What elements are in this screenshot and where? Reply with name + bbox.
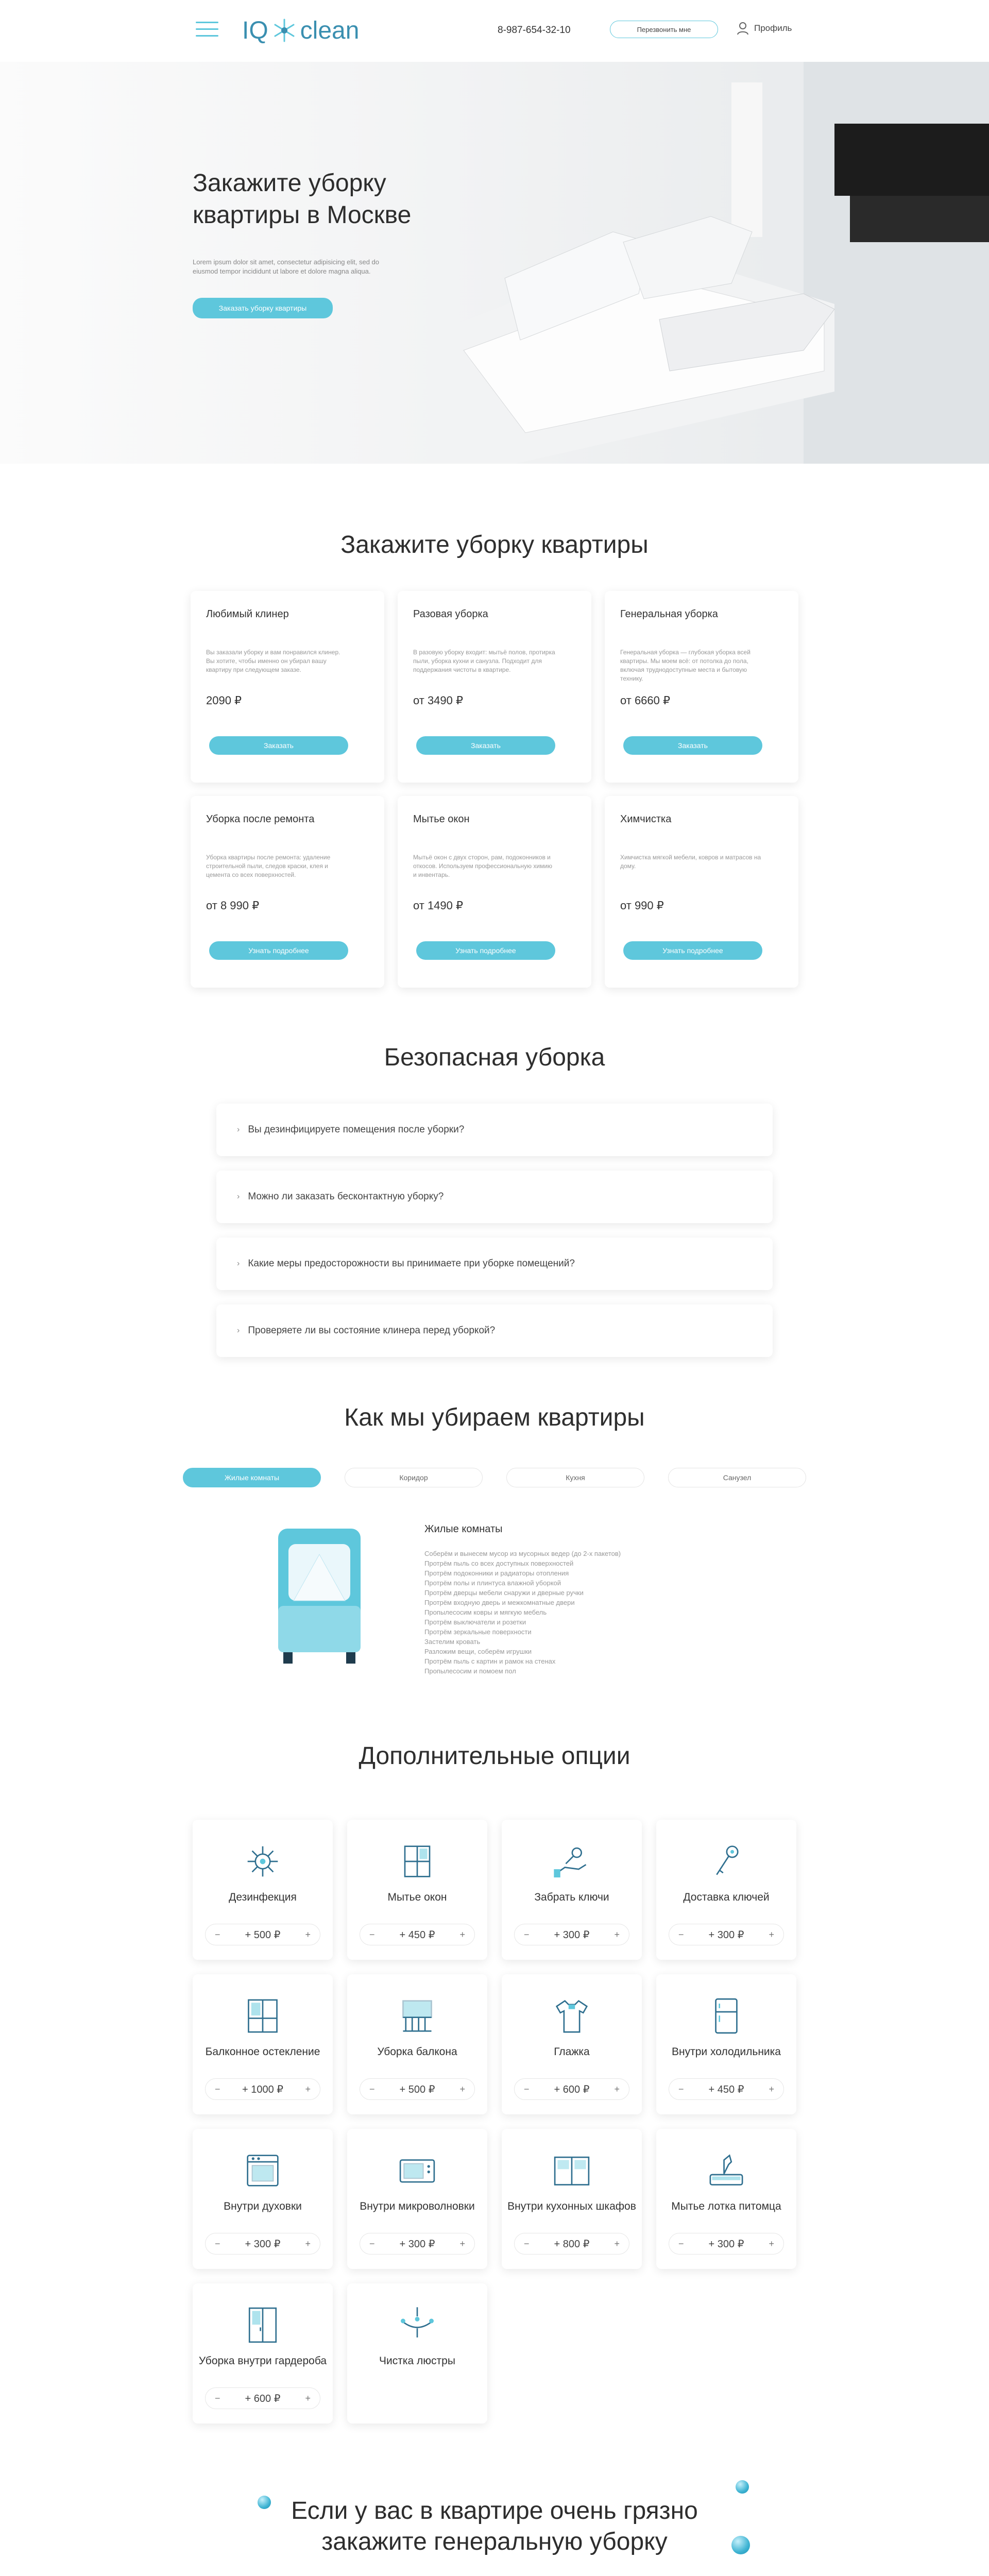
room-tab[interactable]: Кухня xyxy=(506,1468,644,1487)
option-icon-wrap xyxy=(394,1839,440,1884)
option-stepper xyxy=(360,1924,475,1945)
logo-iq: IQ xyxy=(242,16,268,44)
safety-title: Безопасная уборка xyxy=(384,1044,605,1071)
option-card xyxy=(502,2129,642,2269)
room-tabs xyxy=(0,1468,989,1487)
option-price: + 300 ₽ xyxy=(399,2238,435,2250)
service-name: Химчистка xyxy=(620,814,672,825)
safety-question-text: Вы дезинфицируете помещения после уборки? xyxy=(248,1124,465,1135)
option-name: Внутри микроволновки xyxy=(360,2200,475,2212)
option-price: + 600 ₽ xyxy=(554,2083,590,2095)
room-step: Протрём выключатели и розетки xyxy=(424,1618,526,1626)
service-price: от 1490 ₽ xyxy=(413,899,463,912)
user-icon xyxy=(737,22,749,35)
service-order-button[interactable]: Узнать подробнее xyxy=(623,941,762,960)
service-price: от 6660 ₽ xyxy=(620,694,670,707)
option-card xyxy=(347,1974,487,2114)
options-section xyxy=(0,1742,989,2424)
safety-question[interactable] xyxy=(216,1238,773,1290)
keys-icon xyxy=(706,1841,747,1882)
option-icon-wrap xyxy=(703,1839,749,1884)
option-stepper xyxy=(205,2387,320,2409)
option-name: Балконное остекление xyxy=(205,2046,320,2058)
option-card xyxy=(193,1974,333,2114)
room-step: Пропылесосим и помоем пол xyxy=(424,1667,516,1675)
plus-icon[interactable]: + xyxy=(459,1929,465,1940)
option-stepper xyxy=(514,1924,629,1945)
service-order-button[interactable]: Заказать xyxy=(209,736,348,755)
safety-question[interactable] xyxy=(216,1104,773,1156)
option-name: Забрать ключи xyxy=(534,1891,609,1903)
option-icon-wrap xyxy=(394,2303,440,2347)
safety-question-text: Какие меры предосторожности вы принимаете при уборке помещений? xyxy=(248,1258,575,1269)
service-price: от 8 990 ₽ xyxy=(206,899,260,912)
option-card xyxy=(502,1820,642,1960)
service-order-button[interactable]: Узнать подробнее xyxy=(209,941,348,960)
option-price: + 300 ₽ xyxy=(554,1929,590,1941)
plus-icon[interactable]: + xyxy=(769,1929,774,1940)
logo[interactable] xyxy=(242,12,359,48)
minus-icon[interactable]: − xyxy=(369,2083,375,2094)
profile-label: Профиль xyxy=(754,23,792,33)
service-name: Любимый клинер xyxy=(206,608,289,620)
virus-icon xyxy=(242,1841,283,1882)
room-step: Протрём зеркальные поверхности xyxy=(424,1628,532,1636)
option-card xyxy=(347,2283,487,2424)
safety-section xyxy=(0,1043,989,1357)
option-icon-wrap xyxy=(394,1994,440,2038)
option-icon-wrap xyxy=(703,2148,749,2193)
option-card xyxy=(193,1820,333,1960)
safety-question[interactable] xyxy=(216,1171,773,1223)
option-price: + 450 ₽ xyxy=(708,2083,744,2095)
general-cleaning-banner xyxy=(0,2475,989,2576)
bubble-decoration xyxy=(736,2480,749,2494)
plus-icon[interactable]: + xyxy=(614,2238,620,2249)
hero-title: Закажите уборку квартиры в Москве xyxy=(193,170,412,229)
safety-question-text: Можно ли заказать бесконтактную уборку? xyxy=(248,1191,444,1202)
option-icon-wrap xyxy=(240,1994,286,2038)
fridge-icon xyxy=(706,1995,747,2037)
how-title: Как мы убираем квартиры xyxy=(344,1404,645,1431)
service-desc: В разовую уборку входит: мытьё полов, протирка пыли, уборка кухни и санузла. Подходит для поддержания чистоты в квартире. xyxy=(413,649,555,673)
wardrobe-icon xyxy=(242,2304,283,2346)
option-name: Уборка балкона xyxy=(377,2046,457,2058)
plus-icon[interactable]: + xyxy=(305,2393,311,2403)
options-title: Дополнительные опции xyxy=(359,1742,630,1770)
option-name: Внутри духовки xyxy=(224,2200,302,2212)
minus-icon[interactable]: − xyxy=(524,1929,530,1940)
room-tab[interactable]: Санузел xyxy=(668,1468,806,1487)
callback-button[interactable]: Перезвонить мне xyxy=(610,21,718,38)
option-stepper xyxy=(205,2233,320,2255)
window-icon xyxy=(397,1841,438,1882)
option-icon-wrap xyxy=(240,1839,286,1884)
plus-icon[interactable]: + xyxy=(305,1929,311,1940)
cabinet-icon xyxy=(551,2150,592,2191)
option-icon-wrap xyxy=(549,1839,595,1884)
room-step: Протрём входную дверь и межкомнатные двери xyxy=(424,1599,575,1606)
option-card xyxy=(193,2129,333,2269)
minus-icon[interactable]: − xyxy=(215,2393,220,2403)
logo-clean: clean xyxy=(300,16,360,44)
option-name: Глажка xyxy=(554,2046,590,2058)
pet-tray-icon xyxy=(706,2150,747,2191)
room-tab[interactable]: Коридор xyxy=(345,1468,483,1487)
safety-list xyxy=(216,1104,773,1357)
option-price: + 300 ₽ xyxy=(708,2238,744,2250)
chandelier-icon xyxy=(397,2304,438,2346)
room-step: Протрём полы и плинтуса влажной уборкой xyxy=(424,1579,561,1587)
service-desc: Уборка квартиры после ремонта: удаление строительной пыли, следов краски, клея и цемента со всех поверхностей. xyxy=(206,854,331,878)
option-icon-wrap xyxy=(240,2148,286,2193)
option-name: Мытье лотка питомца xyxy=(671,2200,781,2212)
room-title: Жилые комнаты xyxy=(424,1523,503,1535)
services-title: Закажите уборку квартиры xyxy=(340,531,649,558)
option-stepper xyxy=(669,2233,784,2255)
banner1-title: Если у вас в квартире очень грязно закажите генеральную уборку xyxy=(291,2497,698,2555)
bed-illustration xyxy=(268,1523,371,1668)
service-name: Генеральная уборка xyxy=(620,608,718,620)
plus-icon[interactable]: + xyxy=(614,1929,620,1940)
service-name: Уборка после ремонта xyxy=(206,814,315,825)
room-tab[interactable]: Жилые комнаты xyxy=(183,1468,321,1487)
option-stepper xyxy=(205,1924,320,1945)
service-name: Разовая уборка xyxy=(413,608,488,620)
chevron-right-icon: › xyxy=(237,1192,240,1201)
option-stepper xyxy=(360,2233,475,2255)
option-card xyxy=(656,2129,796,2269)
plus-icon[interactable]: + xyxy=(305,2083,311,2094)
shirt-icon xyxy=(551,1995,592,2037)
services-section xyxy=(0,464,989,988)
room-step: Протрём дверцы мебели снаружи и дверные ручки xyxy=(424,1589,584,1597)
hero-order-button[interactable]: Заказать уборку квартиры xyxy=(193,298,333,318)
room-step: Протрём пыль со всех доступных поверхностей xyxy=(424,1560,574,1567)
service-order-button[interactable]: Заказать xyxy=(623,736,762,755)
service-card xyxy=(191,796,384,988)
room-step: Протрём подоконники и радиаторы отопления xyxy=(424,1569,569,1577)
option-name: Мытье окон xyxy=(387,1891,447,1903)
option-stepper xyxy=(514,2078,629,2100)
option-icon-wrap xyxy=(394,2148,440,2193)
option-name: Уборка внутри гардероба xyxy=(198,2355,327,2367)
site-header xyxy=(0,0,989,62)
option-card xyxy=(347,1820,487,1960)
service-price: 2090 ₽ xyxy=(206,694,242,707)
option-stepper xyxy=(669,2078,784,2100)
menu-icon[interactable] xyxy=(196,22,218,37)
service-price: от 3490 ₽ xyxy=(413,694,463,707)
chevron-right-icon: › xyxy=(237,1326,240,1335)
option-price: + 300 ₽ xyxy=(245,2238,281,2250)
minus-icon[interactable]: − xyxy=(524,2238,530,2249)
option-name: Внутри кухонных шкафов xyxy=(507,2200,636,2212)
option-name: Дезинфекция xyxy=(229,1891,297,1903)
room-steps xyxy=(424,1549,661,1676)
how-section xyxy=(0,1403,989,1676)
minus-icon[interactable]: − xyxy=(369,1929,375,1940)
option-name: Чистка люстры xyxy=(379,2355,455,2367)
minus-icon[interactable]: − xyxy=(678,2238,684,2249)
minus-icon[interactable]: − xyxy=(215,2238,220,2249)
room-step: Разложим вещи, соберём игрушки xyxy=(424,1648,532,1655)
hero-section xyxy=(0,62,989,464)
balcony-icon xyxy=(397,1995,438,2037)
option-icon-wrap xyxy=(703,1994,749,2038)
room-step: Протрём пыль с картин и рамок на стенах xyxy=(424,1657,556,1665)
plus-icon[interactable]: + xyxy=(769,2083,774,2094)
chevron-right-icon: › xyxy=(237,1259,240,1268)
minus-icon[interactable]: − xyxy=(678,1929,684,1940)
minus-icon[interactable]: − xyxy=(215,2083,220,2094)
profile-link[interactable] xyxy=(737,22,792,35)
hero-subtitle: Lorem ipsum dolor sit amet, consectetur adipisicing elit, sed do eiusmod tempor incididunt ut labore et dolore magna aliqua. xyxy=(193,258,380,275)
option-icon-wrap xyxy=(549,1994,595,2038)
option-price: + 300 ₽ xyxy=(708,1929,744,1941)
service-order-button[interactable]: Заказать xyxy=(416,736,555,755)
option-card xyxy=(193,2283,333,2424)
minus-icon[interactable]: − xyxy=(369,2238,375,2249)
balcony-window-icon xyxy=(242,1995,283,2037)
key-hand-icon xyxy=(551,1841,592,1882)
bubble-decoration xyxy=(258,2496,271,2509)
option-icon-wrap xyxy=(240,2303,286,2347)
plus-icon[interactable]: + xyxy=(305,2238,311,2249)
microwave-icon xyxy=(397,2150,438,2191)
option-stepper xyxy=(669,1924,784,1945)
option-card xyxy=(347,2129,487,2269)
service-card xyxy=(191,591,384,783)
option-card xyxy=(656,1820,796,1960)
header-phone[interactable]: 8-987-654-32-10 xyxy=(498,25,571,36)
service-price: от 990 ₽ xyxy=(620,899,664,912)
room-step: Застелим кровать xyxy=(424,1638,481,1646)
service-card xyxy=(398,796,591,988)
service-order-button[interactable]: Узнать подробнее xyxy=(416,941,555,960)
service-desc: Химчистка мягкой мебели, ковров и матрасов на дому. xyxy=(620,854,761,870)
option-stepper xyxy=(205,2078,320,2100)
plus-icon[interactable]: + xyxy=(459,2238,465,2249)
option-price: + 500 ₽ xyxy=(245,1929,281,1941)
option-name: Доставка ключей xyxy=(683,1891,770,1903)
option-name: Внутри холодильника xyxy=(672,2046,781,2058)
plus-icon[interactable]: + xyxy=(769,2238,774,2249)
minus-icon[interactable]: − xyxy=(678,2083,684,2094)
room-step: Соберём и вынесем мусор из мусорных ведер (до 2-х пакетов) xyxy=(424,1550,621,1557)
options-grid xyxy=(0,1820,989,2424)
option-price: + 600 ₽ xyxy=(245,2393,281,2404)
minus-icon[interactable]: − xyxy=(215,1929,220,1940)
option-card xyxy=(502,1974,642,2114)
option-stepper xyxy=(360,2078,475,2100)
plus-icon[interactable]: + xyxy=(459,2083,465,2094)
room-step: Пропылесосим ковры и мягкую мебель xyxy=(424,1608,547,1616)
service-desc: Генеральная уборка — глубокая уборка всей квартиры. Мы моем всё: от потолка до пола, включая труднодоступные места и бытовую технику. xyxy=(620,649,751,682)
plus-icon[interactable]: + xyxy=(614,2083,620,2094)
services-grid xyxy=(0,591,989,988)
service-card xyxy=(605,591,798,783)
chevron-right-icon: › xyxy=(237,1125,240,1134)
option-price: + 1000 ₽ xyxy=(242,2083,283,2095)
bubble-decoration xyxy=(731,2536,750,2554)
safety-question-text: Проверяете ли вы состояние клинера перед уборкой? xyxy=(248,1325,496,1336)
option-card xyxy=(656,1974,796,2114)
option-stepper xyxy=(514,2233,629,2255)
service-desc: Мытьё окон с двух сторон, рам, подоконников и откосов. Используем профессиональную химию и инвентарь. xyxy=(413,854,553,878)
service-card xyxy=(398,591,591,783)
option-icon-wrap xyxy=(549,2148,595,2193)
service-name: Мытье окон xyxy=(413,814,470,825)
minus-icon[interactable]: − xyxy=(524,2083,530,2094)
oven-icon xyxy=(242,2150,283,2191)
option-price: + 800 ₽ xyxy=(554,2238,590,2250)
option-price: + 450 ₽ xyxy=(399,1929,435,1941)
service-desc: Вы заказали уборку и вам понравился клинер. Вы хотите, чтобы именно он убирал вашу квартиру при следующем заказе. xyxy=(206,649,340,673)
hero-sofa-image xyxy=(443,62,989,464)
snowflake-logo-icon xyxy=(271,18,297,43)
option-price: + 500 ₽ xyxy=(399,2083,435,2095)
service-card xyxy=(605,796,798,988)
safety-question[interactable] xyxy=(216,1304,773,1357)
